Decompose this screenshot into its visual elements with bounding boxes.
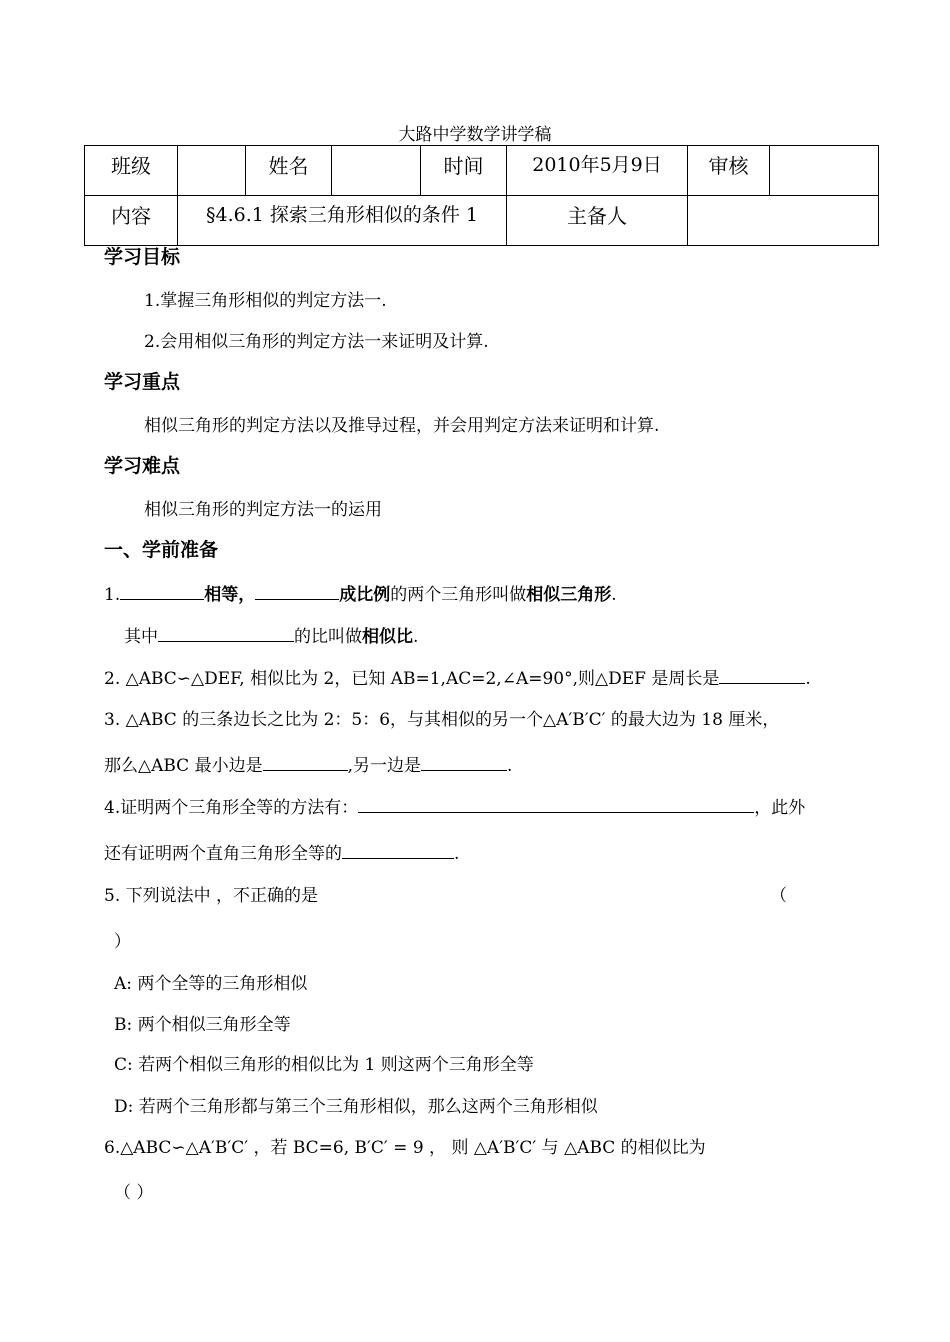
question-5-option-c: C: 若两个相似三角形的相似比为 1 则这两个三角形全等: [114, 1055, 534, 1075]
q1-bold-1: 相等，: [204, 585, 256, 605]
preparer-value: [688, 196, 879, 246]
class-value: [178, 146, 246, 196]
goal-item-2: 2.会用相似三角形的判定方法一来证明及计算.: [144, 332, 489, 352]
q2-text: 2. △ABC∽△DEF, 相似比为 2，已知 AB=1,AC=2,∠A=90°,则△DEF 是周长是: [104, 669, 720, 689]
review-label: 审核: [688, 146, 770, 196]
q4-blank-2[interactable]: [342, 842, 454, 859]
key-points-text: 相似三角形的判定方法以及推导过程，并会用判定方法来证明和计算.: [144, 416, 660, 436]
question-1-line-1: [104, 580, 617, 605]
key-points-heading: 学习重点: [104, 371, 181, 393]
prep-heading: 一、学前准备: [104, 539, 219, 561]
difficulties-heading: 学习难点: [104, 455, 181, 477]
info-row-1: [85, 146, 879, 196]
q4-blank-1[interactable]: [358, 796, 754, 813]
question-5-option-b: B: 两个相似三角形全等: [114, 1015, 291, 1035]
q3-line2-prefix: 那么△ABC 最小边是: [104, 756, 263, 776]
question-5-paren-open: （: [770, 886, 787, 906]
preparer-label: 主备人: [507, 196, 688, 246]
q4-line2-prefix: 还有证明两个直角三角形全等的: [104, 844, 342, 864]
q2-end: .: [805, 669, 811, 689]
q1-blank-3[interactable]: [158, 625, 294, 642]
goal-item-1: 1.掌握三角形相似的判定方法一.: [144, 291, 387, 311]
time-value: 2010年5月9日: [507, 146, 688, 196]
review-value: [770, 146, 879, 196]
document-title: 大路中学数学讲学稿: [398, 125, 552, 145]
content-value: §4.6.1 探索三角形相似的条件 1: [178, 196, 507, 246]
q1-bold-3: 相似三角形: [526, 585, 612, 605]
q1-line2-mid: 的比叫做: [294, 627, 362, 647]
q3-line2-end: .: [506, 756, 513, 776]
goals-heading: 学习目标: [104, 246, 181, 268]
q1-line2-prefix: 其中: [124, 627, 158, 647]
q3-blank-1[interactable]: [263, 754, 348, 771]
class-label: 班级: [85, 146, 178, 196]
question-4-line-2: [104, 839, 459, 864]
question-6-stem: 6.△ABC∽△A′B′C′ ，若 BC=6, B′C′ = 9 ， 则 △A′B′C′ 与 △ABC 的相似比为: [104, 1138, 706, 1158]
q1-prefix: 1.: [104, 585, 121, 605]
question-4-line-1: [104, 793, 805, 818]
q4-line2-end: .: [454, 844, 460, 864]
q1-line2-end: .: [413, 627, 419, 647]
q1-line2-bold: 相似比: [362, 627, 413, 647]
question-3-line-2: [104, 751, 512, 776]
question-6-answer: （ ）: [114, 1183, 154, 1203]
q1-blank-1[interactable]: [120, 583, 204, 600]
question-5-option-d: D: 若两个三角形都与第三个三角形相似，那么这两个三角形相似: [114, 1097, 598, 1117]
q2-blank[interactable]: [719, 667, 805, 684]
name-label: 姓名: [246, 146, 332, 196]
difficulties-text: 相似三角形的判定方法一的运用: [144, 500, 382, 520]
q4-line1-end: ，此外: [754, 798, 806, 818]
question-1-line-2: [124, 622, 418, 647]
q3-blank-2[interactable]: [421, 754, 507, 771]
q1-bold-2: 成比例: [339, 585, 391, 605]
q3-line2-mid: ,另一边是: [347, 756, 421, 776]
question-2: [104, 664, 811, 689]
q4-line1-prefix: 4.证明两个三角形全等的方法有：: [104, 798, 359, 818]
question-5-paren-close: ）: [114, 932, 131, 952]
q1-middle: 的两个三角形叫做: [390, 585, 527, 605]
info-row-2: [85, 196, 879, 246]
question-3-line-1: 3. △ABC 的三条边长之比为 2：5：6，与其相似的另一个△A′B′C′ 的最大边为 18 厘米，: [104, 710, 780, 730]
q1-end: .: [611, 585, 617, 605]
name-value: [332, 146, 421, 196]
question-5-option-a: A: 两个全等的三角形相似: [114, 974, 308, 994]
time-label: 时间: [421, 146, 507, 196]
content-label: 内容: [85, 196, 178, 246]
q1-blank-2[interactable]: [255, 583, 339, 600]
info-table: [84, 145, 879, 246]
question-5-stem: 5. 下列说法中 ，不正确的是: [104, 886, 319, 906]
